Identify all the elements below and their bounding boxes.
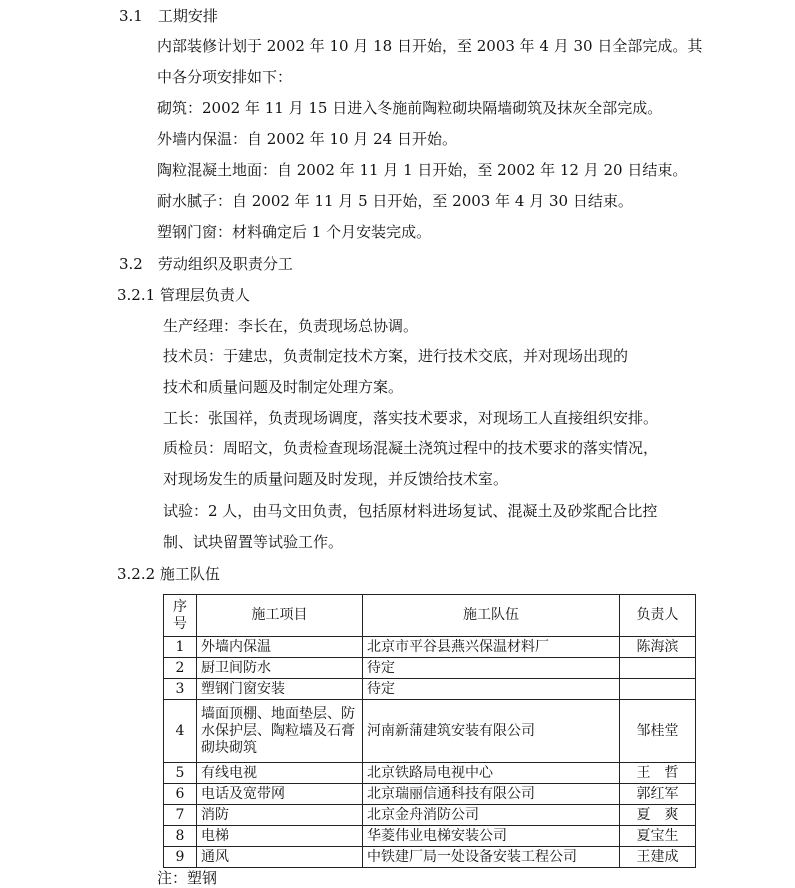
cell-no: 6 [164, 784, 197, 805]
cell-lead [620, 679, 696, 700]
cell-lead: 夏 爽 [620, 805, 696, 826]
cell-team: 中铁建厂局一处设备安装工程公司 [363, 847, 620, 868]
header-item: 施工项目 [197, 595, 363, 637]
cell-team: 北京铁路局电视中心 [363, 763, 620, 784]
cell-team: 河南新蒲建筑安装有限公司 [363, 700, 620, 763]
cell-item: 外墙内保温 [197, 637, 363, 658]
paragraph-line: 砌筑：2002 年 11 月 15 日进入冬施前陶粒砌块隔墙砌筑及抹灰全部完成。 [157, 99, 663, 117]
table-row [164, 826, 696, 847]
cell-lead: 王建成 [620, 847, 696, 868]
cell-item: 消防 [197, 805, 363, 826]
cell-team: 北京金舟消防公司 [363, 805, 620, 826]
note-cut-off: 注：塑钢 [157, 869, 218, 887]
cell-lead: 邹桂堂 [620, 700, 696, 763]
paragraph-line: 生产经理：李长在，负责现场总协调。 [163, 317, 419, 335]
cell-lead: 陈海滨 [620, 637, 696, 658]
table-row [164, 637, 696, 658]
heading-3-2-2: 3.2.2 施工队伍 [117, 565, 220, 583]
heading-3-2-1: 3.2.1 管理层负责人 [117, 286, 250, 304]
cell-team: 华菱伟业电梯安装公司 [363, 826, 620, 847]
cell-no: 1 [164, 637, 197, 658]
cell-team: 待定 [363, 679, 620, 700]
cell-item: 墙面顶棚、地面垫层、防水保护层、陶粒墙及石膏砌块砌筑 [197, 700, 363, 763]
paragraph-line: 耐水腻子：自 2002 年 11 月 5 日开始，至 2003 年 4 月 30 日结束。 [157, 192, 633, 210]
table-row [164, 700, 696, 763]
paragraph-line: 质检员：周昭文，负责检查现场混凝土浇筑过程中的技术要求的落实情况， [163, 439, 659, 457]
table-row [164, 805, 696, 826]
cell-lead: 夏宝生 [620, 826, 696, 847]
cell-no: 8 [164, 826, 197, 847]
table-row [164, 658, 696, 679]
table-row [164, 763, 696, 784]
cell-team: 北京瑞丽信通科技有限公司 [363, 784, 620, 805]
cell-no: 2 [164, 658, 197, 679]
header-lead: 负责人 [620, 595, 696, 637]
header-no: 序号 [164, 595, 197, 637]
paragraph-line: 技术员：于建忠，负责制定技术方案，进行技术交底，并对现场出现的 [163, 347, 629, 365]
cell-item: 有线电视 [197, 763, 363, 784]
paragraph-line: 工长：张国祥，负责现场调度，落实技术要求，对现场工人直接组织安排。 [163, 409, 659, 427]
paragraph-line: 外墙内保温：自 2002 年 10 月 24 日开始。 [157, 130, 457, 148]
cell-lead: 王 哲 [620, 763, 696, 784]
cell-lead: 郭红军 [620, 784, 696, 805]
paragraph-line: 中各分项安排如下： [157, 68, 293, 86]
paragraph-line: 内部装修计划于 2002 年 10 月 18 日开始，至 2003 年 4 月 30 日全部完成。其 [157, 37, 703, 55]
cell-item: 电话及宽带网 [197, 784, 363, 805]
paragraph-line: 陶粒混凝土地面：自 2002 年 11 月 1 日开始，至 2002 年 12 月 20 日结束。 [157, 161, 688, 179]
cell-team: 北京市平谷县燕兴保温材料厂 [363, 637, 620, 658]
paragraph-line: 试验：2 人，由马文田负责，包括原材料进场复试、混凝土及砂浆配合比控 [163, 502, 658, 520]
cell-no: 4 [164, 700, 197, 763]
table-row [164, 679, 696, 700]
cell-no: 7 [164, 805, 197, 826]
header-team: 施工队伍 [363, 595, 620, 637]
cell-item: 塑钢门窗安装 [197, 679, 363, 700]
cell-team: 待定 [363, 658, 620, 679]
cell-item: 电梯 [197, 826, 363, 847]
cell-no: 9 [164, 847, 197, 868]
cell-no: 3 [164, 679, 197, 700]
cell-lead [620, 658, 696, 679]
paragraph-line: 塑钢门窗：材料确定后 1 个月安装完成。 [157, 223, 432, 241]
paragraph-line: 技术和质量问题及时制定处理方案。 [163, 378, 404, 396]
table-header-row [164, 595, 696, 637]
table-row [164, 847, 696, 868]
construction-team-table [163, 594, 696, 868]
table-row [164, 784, 696, 805]
paragraph-line: 制、试块留置等试验工作。 [163, 533, 344, 551]
cell-item: 厨卫间防水 [197, 658, 363, 679]
heading-3-2: 3.2 劳动组织及职责分工 [119, 255, 293, 273]
paragraph-line: 对现场发生的质量问题及时发现，并反馈给技术室。 [163, 470, 509, 488]
cell-item: 通风 [197, 847, 363, 868]
cell-no: 5 [164, 763, 197, 784]
heading-3-1: 3.1 工期安排 [119, 7, 218, 25]
